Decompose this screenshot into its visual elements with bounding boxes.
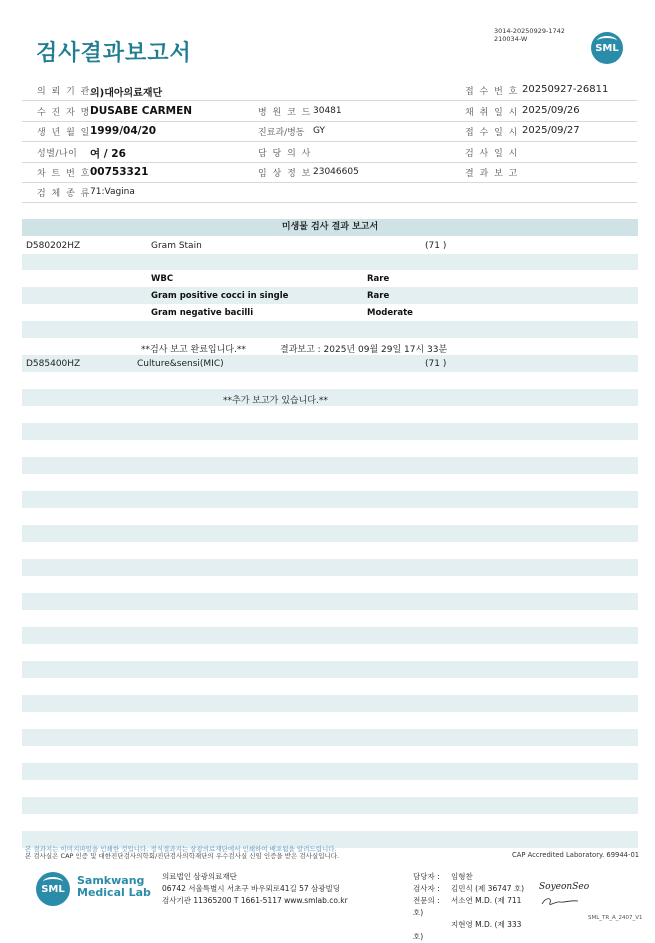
info-row-5: 차 트 번 호 00753321 임 상 정 보 23046605 결 과 보 고 — [22, 162, 637, 183]
patient-name: DUSABE CARMEN — [90, 105, 193, 117]
cap-accreditation: CAP Accredited Laboratory. 69944-01 — [512, 851, 640, 859]
department: GY — [313, 126, 326, 136]
test-code-1: D580202HZ — [26, 241, 81, 251]
info-row-6: 검 체 종 류 71:Vagina — [22, 182, 637, 203]
result-item: Gram negative bacilli — [151, 308, 254, 318]
test-row-2 — [22, 355, 638, 372]
info-row-3: 생 년 월 일 1999/04/20 진료과/병동 GY 접 수 일 시 2025/09/27 — [22, 121, 637, 142]
result-item: Gram positive cocci in single — [151, 291, 289, 301]
result-row — [22, 304, 638, 321]
brand-name: Samkwang Medical Lab — [77, 874, 151, 899]
row-band — [22, 763, 638, 780]
signature-2-icon — [540, 895, 580, 909]
test-name-1: Gram Stain — [151, 241, 202, 251]
result-item: WBC — [151, 274, 174, 284]
row-band — [22, 797, 638, 814]
more-report-row — [22, 389, 638, 406]
result-row — [22, 287, 638, 304]
staff-row: 전문의 : 서소연 M.D. (제 711 호) — [413, 896, 522, 917]
row-band — [22, 457, 638, 474]
info-row-4: 성별/나이 여 / 26 담 당 의 사 검 사 일 시 — [22, 142, 637, 163]
birth-date: 1999/04/20 — [90, 125, 157, 137]
sml-footer-logo-icon: SML — [36, 872, 70, 906]
specimen-code-2: (71 ) — [425, 359, 447, 369]
sml-logo-icon: SML — [591, 32, 623, 64]
chart-number: 00753321 — [90, 166, 149, 178]
result-value: Moderate — [367, 308, 413, 318]
result-row — [22, 270, 638, 287]
org-name: 의료법인 삼광의료재단 — [162, 872, 237, 881]
staff-row: 검사자 : 김민식 (제 36747 호) — [413, 884, 525, 893]
staff-row: 담당자 : 임형찬 — [413, 872, 473, 881]
org-info — [162, 871, 348, 907]
row-band — [22, 525, 638, 542]
info-row-2: 수 진 자 명 DUSABE CARMEN 병 원 코 드 30481 채 취 일 시 2025/09/26 — [22, 101, 637, 122]
sex-age: 여 / 26 — [90, 148, 126, 160]
specimen-type: 71:Vagina — [90, 187, 135, 197]
receipt-date: 2025/09/27 — [522, 125, 580, 136]
form-code: SML_TR_A_2407_V1 — [588, 915, 643, 921]
row-band — [22, 423, 638, 440]
accession-number: 20250927-26811 — [522, 84, 609, 95]
test-code-2: D585400HZ — [26, 359, 81, 369]
row-band — [22, 593, 638, 610]
row-band — [22, 729, 638, 746]
org-address: 06742 서울특별시 서초구 바우뫼로41길 57 삼광빌딩 — [162, 884, 341, 893]
staff-row: 지현영 M.D. (제 333 호) — [413, 920, 522, 941]
requesting-institution: 의)대아의료재단 — [90, 88, 163, 99]
report-title: 검사결과보고서 — [36, 41, 192, 66]
collection-date: 2025/09/26 — [522, 105, 580, 116]
row-band — [22, 695, 638, 712]
row-band — [22, 627, 638, 644]
clinical-info: 23046605 — [313, 167, 359, 177]
result-value: Rare — [367, 291, 390, 301]
more-report-message: **추가 보고가 있습니다.** — [223, 396, 328, 406]
row-band — [22, 254, 638, 271]
complete-message: **검사 보고 완료입니다.** — [141, 345, 246, 355]
staff-list — [413, 871, 533, 943]
report-time: 결과보고 : 2025년 09월 29일 17시 33분 — [280, 345, 448, 355]
hospital-code: 30481 — [313, 106, 342, 116]
image-notice: 본 결과지는 이미지파일을 인쇄한 것입니다. 정식결과지는 삼광의료재단에서 인쇄하여 배포됨을 알려드립니다. — [25, 845, 337, 853]
specimen-code-1: (71 ) — [425, 241, 447, 251]
section-title: 미생물 검사 결과 보고서 — [22, 219, 638, 236]
org-contact: 검사기관 11365200 T 1661-5117 www.smlab.co.kr — [162, 896, 348, 905]
info-row-1: 의 뢰 기 관 의)대아의료재단 접 수 번 호 20250927-26811 — [22, 80, 637, 101]
row-band — [22, 491, 638, 508]
row-band — [22, 661, 638, 678]
signature-1: SoyeonSeo — [539, 882, 590, 892]
row-band — [22, 559, 638, 576]
test-name-2: Culture&sensi(MIC) — [137, 359, 224, 369]
accreditation-notice: 본 검사실은 CAP 인증 및 대한진단검사의학회/진단검사의학재단의 우수검사실 신임 인증을 받은 검사실입니다. — [25, 852, 340, 860]
row-band — [22, 321, 638, 338]
result-value: Rare — [367, 274, 390, 284]
document-id: 3014-20250929-1742 210034-W — [494, 27, 565, 43]
